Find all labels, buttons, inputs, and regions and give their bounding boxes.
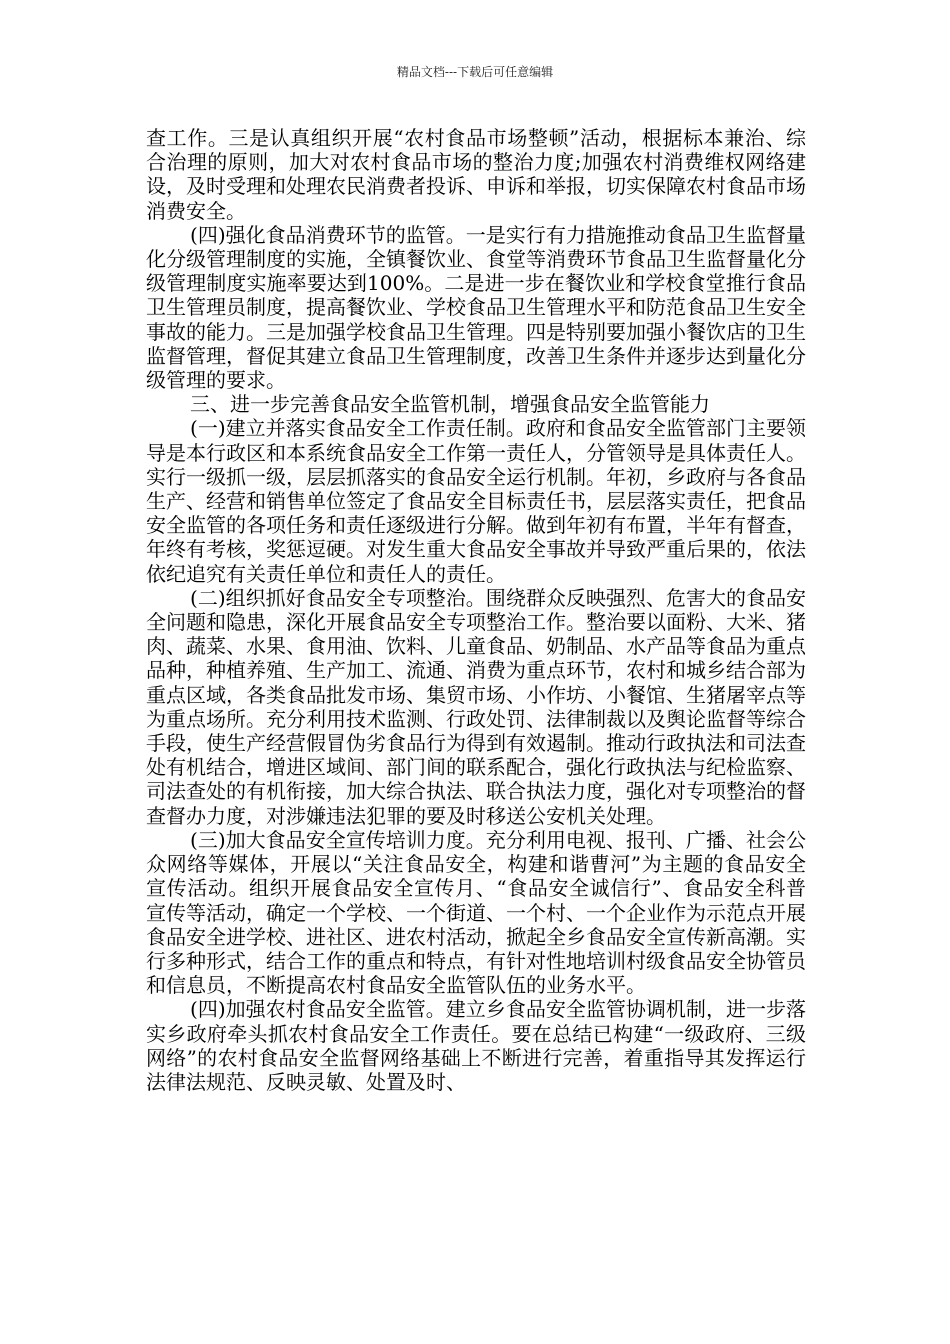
paragraph-special-rectification: (二)组织抓好食品安全专项整治。围绕群众反映强烈、危害大的食品安全问题和隐患，深化开展食品安全专项整治工作。整治要以面粉、大米、猪肉、蔬菜、水果、食用油、饮料、儿童食品、奶制品、水产品等食品为重点品种，种植养殖、生产加工、流通、消费为重点环节，农村和城乡结合部为重点区域，各类食品批发市场、集贸市场、小作坊、小餐馆、生猪屠宰点等为重点场所。充分利用技术监测、行政处罚、法律制裁以及舆论监督等综合手段，使生产经营假冒伪劣食品行为得到有效遏制。推动行政执法和司法查处有机结合，增进区域间、部门间的联系配合，强化行政执法与纪检监察、司法查处的有机衔接，加大综合执法、联合执法力度，强化对专项整治的督查督办力度，对涉嫌违法犯罪的要及时移送公安机关处理。: [146, 585, 806, 828]
paragraph-continued: 查工作。三是认真组织开展“农村食品市场整顿”活动，根据标本兼治、综合治理的原则，加大对农村食品市场的整治力度;加强农村消费维权网络建设，及时受理和处理农民消费者投诉、申诉和举报，切实保障农村食品市场消费安全。: [146, 126, 806, 223]
paragraph-rural-supervision: (四)加强农村食品安全监管。建立乡食品安全监管协调机制，进一步落实乡政府牵头抓农村食品安全工作责任。要在总结已构建“一级政府、三级网络”的农村食品安全监督网络基础上不断进行完善，着重指导其发挥运行法律法规范、反映灵敏、处置及时、: [146, 997, 806, 1094]
paragraph-consumption-supervision: (四)强化食品消费环节的监管。一是实行有力措施推动食品卫生监督量化分级管理制度的实施，全镇餐饮业、食堂等消费环节食品卫生监督量化分级管理制度实施率要达到100%。二是进一步在餐饮业和学校食堂推行食品卫生管理员制度，提高餐饮业、学校食品卫生管理水平和防范食品卫生安全事故的能力。三是加强学校食品卫生管理。四是特别要加强小餐饮店的卫生监督管理，督促其建立食品卫生管理制度，改善卫生条件并逐步达到量化分级管理的要求。: [146, 222, 806, 393]
section-heading-3: 三、进一步完善食品安全监管机制，增强食品安全监管能力: [190, 392, 710, 417]
paragraph-responsibility-system: (一)建立并落实食品安全工作责任制。政府和食品安全监管部门主要领导是本行政区和本系统食品安全工作第一责任人，分管领导是具体责任人。实行一级抓一级，层层抓落实的食品安全运行机制。年初，乡政府与各食品生产、经营和销售单位签定了食品安全目标责任书，层层落实责任，把食品安全监管的各项任务和责任逐级进行分解。做到年初有布置，半年有督查，年终有考核，奖惩逗硬。对发生重大食品安全事故并导致严重后果的，依法依纪追究有关责任单位和责任人的责任。: [146, 416, 806, 586]
paragraph-publicity-training: (三)加大食品安全宣传培训力度。充分利用电视、报刊、广播、社会公众网络等媒体，开展以“关注食品安全，构建和谐曹河”为主题的食品安全宣传活动。组织开展食品安全宣传月、“食品安全诚信行”、食品安全科普宣传等活动，确定一个学校、一个街道、一个村、一个企业作为示范点开展食品安全进学校、进社区、进农村活动，掀起全乡食品安全宣传新高潮。实行多种形式，结合工作的重点和特点，有针对性地培训村级食品安全协管员和信息员，不断提高农村食品安全监管队伍的业务水平。: [146, 827, 806, 998]
document-body: [146, 126, 806, 1094]
page-header: 精品文档---下载后可任意编辑: [396, 65, 554, 79]
